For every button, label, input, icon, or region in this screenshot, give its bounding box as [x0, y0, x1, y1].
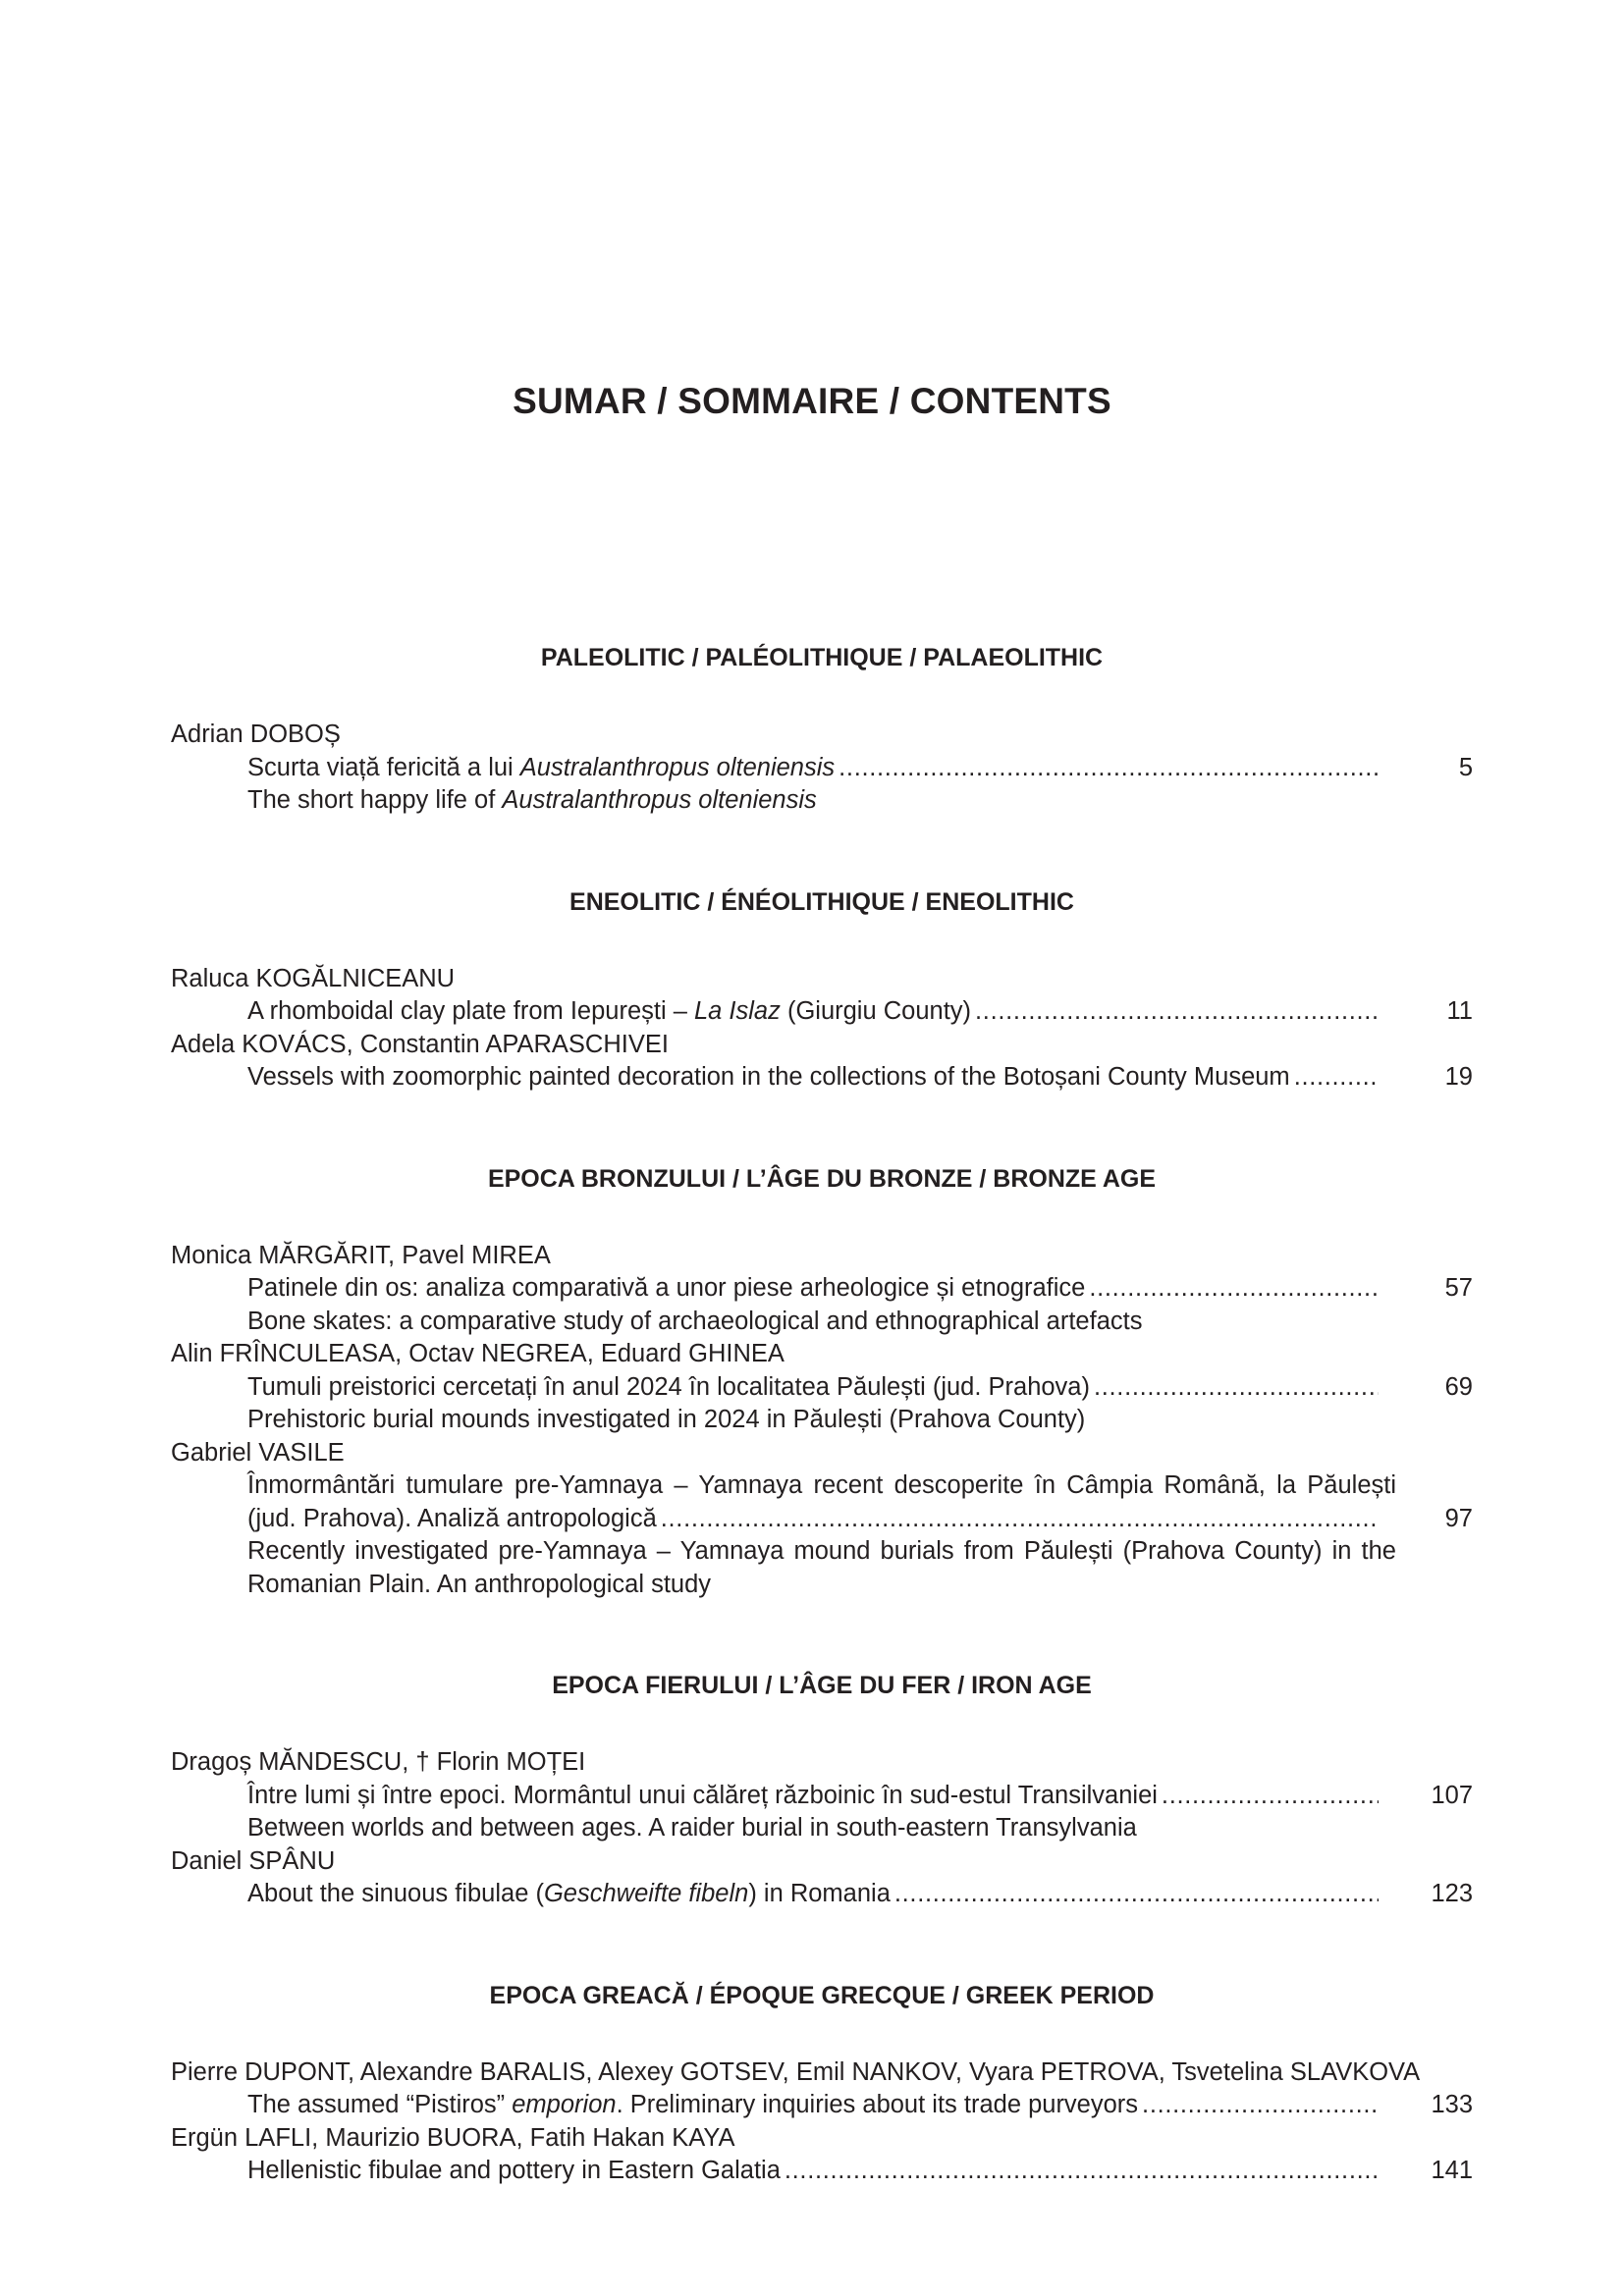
table-of-contents [171, 636, 1473, 2251]
entry-authors: Dragoș MĂNDESCU, † Florin MOȚEI [171, 1748, 586, 1776]
entry-title[interactable] [171, 1878, 1473, 1911]
entry-title[interactable] [171, 1272, 1473, 1306]
page-number: 141 [1431, 2157, 1473, 2184]
section-title: EPOCA BRONZULUI / L’ÂGE DU BRONZE / BRONZE AGE [487, 1164, 1157, 1193]
dot-leader [785, 2155, 1379, 2188]
entry-title[interactable] [171, 1503, 1473, 1536]
entry-authors: Adela KOVÁCS, Constantin APARASCHIVEI [171, 1030, 669, 1058]
dot-leader [1089, 1272, 1379, 1306]
entry-title-text: Patinele din os: analiza comparativă a unor piese arheologice și etnografice [247, 1274, 1086, 1302]
entry-title[interactable] [171, 1371, 1473, 1405]
section-title: EPOCA GREACĂ / ÉPOQUE GRECQUE / GREEK PERIOD [489, 1981, 1155, 2009]
toc-section-greek-period [171, 1974, 1473, 2188]
dot-leader [1162, 1780, 1379, 1813]
toc-section-eneolithic [171, 881, 1473, 1095]
section-title: EPOCA FIERULUI / L’ÂGE DU FER / IRON AGE [552, 1672, 1092, 1699]
toc-section-palaeolithic [171, 636, 1473, 818]
page-number: 11 [1446, 997, 1473, 1025]
dot-leader [1294, 1061, 1379, 1095]
toc-section-iron-age [171, 1664, 1473, 1911]
entry-title[interactable] [171, 1780, 1473, 1813]
entry-title-text: The assumed “Pistiros” emporion. Preliminary inquiries about its trade purveyors [247, 2091, 1139, 2118]
entry-title-text: Tumuli preistorici cercetați în anul 2024 în localitatea Păulești (jud. Prahova) [247, 1372, 1090, 1401]
page-number: 57 [1444, 1274, 1473, 1302]
entry-title-text: (jud. Prahova). Analiză antropologică [247, 1504, 657, 1532]
entry-title[interactable] [171, 752, 1473, 785]
entry-authors: Pierre DUPONT, Alexandre BARALIS, Alexey GOTSEV, Emil NANKOV, Vyara PETROVA, Tsvetelina SLAVKOVA [171, 2057, 1421, 2086]
entry-title[interactable] [171, 1061, 1473, 1095]
page-number: 97 [1444, 1504, 1473, 1532]
entry-authors: Adrian DOBOȘ [171, 721, 341, 748]
entry-authors: Gabriel VASILE [171, 1438, 345, 1467]
entry-title-text: A rhomboidal clay plate from Iepurești – La Islaz (Giurgiu County) [247, 997, 972, 1025]
dot-leader [839, 752, 1379, 785]
entry-authors: Daniel SPÂNU [171, 1846, 336, 1875]
entry-authors: Alin FRÎNCULEASA, Octav NEGREA, Eduard GHINEA [171, 1340, 785, 1367]
page-number: 133 [1431, 2091, 1473, 2118]
dot-leader [1142, 2089, 1379, 2122]
entry-alt-title: Romanian Plain. An anthropological study [247, 1570, 712, 1598]
entry-alt-title: Between worlds and between ages. A raider burial in south-eastern Transylvania [247, 1814, 1137, 1842]
dot-leader [975, 995, 1379, 1029]
entry-title-text: Vessels with zoomorphic painted decoration in the collections of the Botoșani County Museum [247, 1063, 1290, 1091]
entry-title[interactable] [171, 2155, 1473, 2188]
entry-alt-title: Bone skates: a comparative study of archaeological and ethnographical artefacts [247, 1307, 1143, 1335]
entry-alt-title: The short happy life of Australanthropus olteniensis [247, 786, 817, 814]
section-title: ENEOLITIC / ÉNÉOLITHIQUE / ENEOLITHIC [569, 887, 1074, 916]
page-number: 5 [1458, 753, 1473, 781]
page-number: 19 [1444, 1063, 1473, 1091]
page-title: SUMAR / SOMMAIRE / CONTENTS [513, 381, 1111, 421]
page-number: 69 [1444, 1372, 1473, 1401]
entry-title-text: Între lumi și între epoci. Mormântul unui călăreț războinic în sud-estul Transilvaniei [247, 1781, 1158, 1809]
entry-title-line: Înmormântări tumulare pre-Yamnaya – Yamnaya recent descoperite în Câmpia Română, la Păulești [247, 1471, 1396, 1499]
page-number: 123 [1431, 1880, 1473, 1907]
entry-alt-title: Prehistoric burial mounds investigated in 2024 in Păulești (Prahova County) [247, 1406, 1086, 1433]
section-title: PALEOLITIC / PALÉOLITHIQUE / PALAEOLITHIC [540, 644, 1104, 671]
dot-leader [894, 1878, 1379, 1911]
page-number: 107 [1431, 1781, 1473, 1809]
entry-alt-title-line: Recently investigated pre-Yamnaya – Yamnaya mound burials from Păulești (Prahova County) in the [247, 1537, 1396, 1565]
entry-title[interactable] [171, 995, 1473, 1029]
toc-section-bronze-age [171, 1157, 1473, 1602]
entry-title-text: Scurta viață fericită a lui Australanthropus olteniensis [247, 753, 836, 781]
dot-leader [1094, 1371, 1379, 1405]
entry-authors: Raluca KOGĂLNICEANU [171, 964, 456, 992]
entry-title[interactable] [171, 2089, 1473, 2122]
entry-title-text: Hellenistic fibulae and pottery in Eastern Galatia [247, 2157, 781, 2184]
entry-title-text: About the sinuous fibulae (Geschweifte fibeln) in Romania [247, 1880, 891, 1907]
entry-authors: Ergün LAFLI, Maurizio BUORA, Fatih Hakan KAYA [171, 2123, 735, 2152]
entry-authors: Monica MĂRGĂRIT, Pavel MIREA [171, 1241, 551, 1269]
dot-leader [661, 1503, 1379, 1536]
